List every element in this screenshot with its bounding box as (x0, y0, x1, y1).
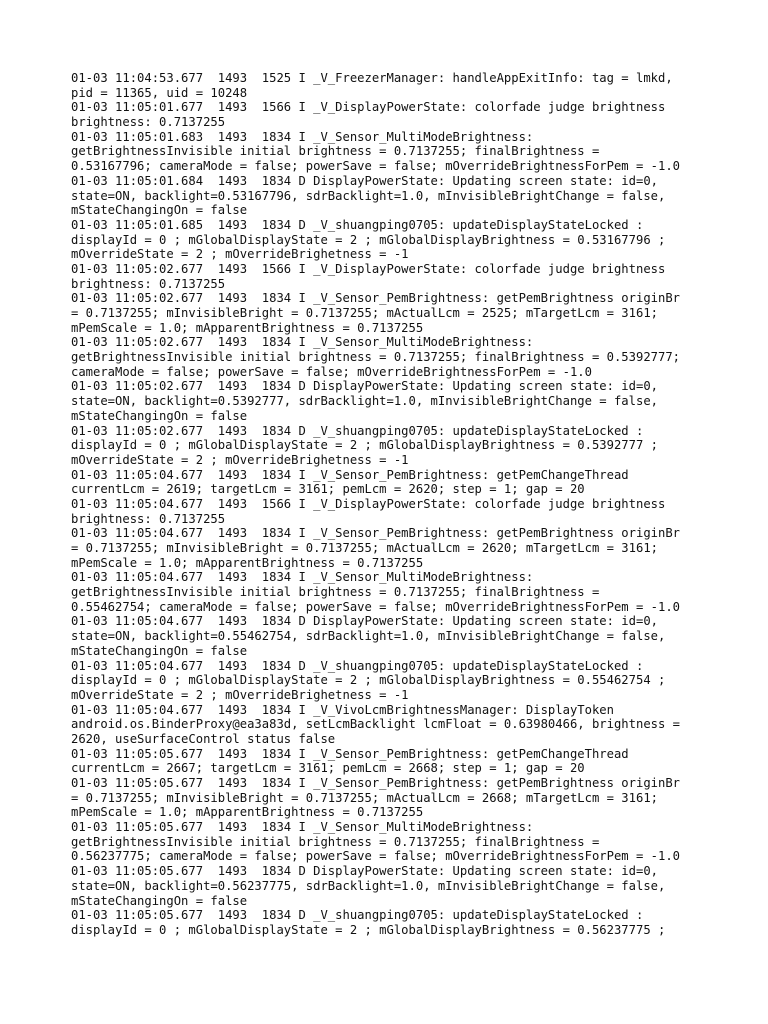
log-line: 01-03 11:05:02.677 1493 1834 D DisplayPowerState: Updating screen state: id=0, (71, 379, 658, 394)
log-line: 01-03 11:05:05.677 1493 1834 I _V_Sensor_PemBrightness: getPemBrightness originBr (71, 776, 681, 790)
log-line: 0.53167796; cameraMode = false; powerSave = false; mOverrideBrightnessForPem = -1.0 (71, 159, 681, 174)
log-line: 01-03 11:05:04.677 1493 1834 I _V_VivoLcmBrightnessManager: DisplayToken (71, 702, 614, 717)
log-line: displayId = 0 ; mGlobalDisplayState = 2 ; mGlobalDisplayBrightness = 0.55462754 ; (71, 673, 666, 688)
log-text-block (71, 71, 711, 938)
log-line: 01-03 11:05:01.685 1493 1834 D _V_shuangping0705: updateDisplayStateLocked : (71, 217, 644, 232)
log-line: 0.55462754; cameraMode = false; powerSave = false; mOverrideBrightnessForPem = -1.0 (71, 599, 681, 614)
log-line: 01-03 11:05:05.677 1493 1834 D DisplayPowerState: Updating screen state: id=0, (71, 864, 658, 879)
log-line: 01-03 11:05:04.677 1493 1834 I _V_Sensor_PemBrightness: getPemChangeThread (71, 467, 629, 482)
log-line: 01-03 11:05:04.677 1493 1566 I _V_DisplayPowerState: colorfade judge brightness (71, 496, 666, 511)
log-line: 01-03 11:05:04.677 1493 1834 I _V_Sensor_MultiModeBrightness: (71, 570, 534, 585)
log-line: state=ON, backlight=0.5392777, sdrBacklight=1.0, mInvisibleBrightChange = false, (71, 394, 658, 409)
log-line: getBrightnessInvisible initial brightness = 0.7137255; finalBrightness = 0.5392777; (71, 350, 681, 365)
log-line: 01-03 11:04:53.677 1493 1525 I _V_FreezerManager: handleAppExitInfo: tag = lmkd, (71, 71, 673, 85)
log-line: 01-03 11:05:01.683 1493 1834 I _V_Sensor_MultiModeBrightness: (71, 129, 534, 144)
log-line: mStateChangingOn = false (71, 643, 248, 658)
log-line: 01-03 11:05:02.677 1493 1834 I _V_Sensor_MultiModeBrightness: (71, 335, 534, 350)
log-line: mOverrideState = 2 ; mOverrideBrighetness = -1 (71, 452, 409, 467)
log-line: getBrightnessInvisible initial brightness = 0.7137255; finalBrightness = (71, 144, 600, 159)
log-line: = 0.7137255; mInvisibleBright = 0.7137255; mActualLcm = 2620; mTargetLcm = 3161; (71, 541, 658, 555)
log-line: mStateChangingOn = false (71, 408, 248, 423)
log-line: displayId = 0 ; mGlobalDisplayState = 2 ; mGlobalDisplayBrightness = 0.53167796 ; (71, 232, 666, 247)
log-line: brightness: 0.7137255 (71, 115, 226, 130)
log-line: cameraMode = false; powerSave = false; mOverrideBrightnessForPem = -1.0 (71, 364, 592, 379)
log-line: = 0.7137255; mInvisibleBright = 0.7137255; mActualLcm = 2525; mTargetLcm = 3161; (71, 306, 658, 320)
log-line: 01-03 11:05:02.677 1493 1566 I _V_DisplayPowerState: colorfade judge brightness (71, 261, 666, 276)
log-line: 2620, useSurfaceControl status false (71, 731, 336, 746)
log-line: mPemScale = 1.0; mApparentBrightness = 0.7137255 (71, 555, 424, 570)
log-line: 01-03 11:05:05.677 1493 1834 D _V_shuangping0705: updateDisplayStateLocked : (71, 908, 644, 923)
log-line: brightness: 0.7137255 (71, 511, 226, 526)
log-line: 01-03 11:05:01.684 1493 1834 D DisplayPowerState: Updating screen state: id=0, (71, 173, 658, 188)
log-line: mPemScale = 1.0; mApparentBrightness = 0.7137255 (71, 805, 424, 820)
log-line: 01-03 11:05:02.677 1493 1834 I _V_Sensor_PemBrightness: getPemBrightness originBr (71, 291, 681, 306)
log-line: pid = 11365, uid = 10248 (71, 85, 248, 100)
log-line: = 0.7137255; mInvisibleBright = 0.7137255; mActualLcm = 2668; mTargetLcm = 3161; (71, 790, 658, 805)
log-line: 01-03 11:05:01.677 1493 1566 I _V_DisplayPowerState: colorfade judge brightness (71, 100, 666, 115)
log-line: currentLcm = 2667; targetLcm = 3161; pemLcm = 2668; step = 1; gap = 20 (71, 761, 585, 776)
log-line: mOverrideState = 2 ; mOverrideBrighetness = -1 (71, 247, 409, 262)
log-line: getBrightnessInvisible initial brightness = 0.7137255; finalBrightness = (71, 834, 600, 849)
log-line: currentLcm = 2619; targetLcm = 3161; pemLcm = 2620; step = 1; gap = 20 (71, 482, 585, 497)
log-line: 01-03 11:05:04.677 1493 1834 I _V_Sensor_PemBrightness: getPemBrightness originBr (71, 526, 681, 541)
log-line: brightness: 0.7137255 (71, 276, 226, 291)
log-line: 01-03 11:05:04.677 1493 1834 D _V_shuangping0705: updateDisplayStateLocked : (71, 658, 644, 673)
log-line: state=ON, backlight=0.55462754, sdrBacklight=1.0, mInvisibleBrightChange = false, (71, 629, 666, 644)
log-line: state=ON, backlight=0.56237775, sdrBacklight=1.0, mInvisibleBrightChange = false, (71, 878, 666, 893)
log-line: 01-03 11:05:05.677 1493 1834 I _V_Sensor_MultiModeBrightness: (71, 820, 534, 835)
log-line: displayId = 0 ; mGlobalDisplayState = 2 ; mGlobalDisplayBrightness = 0.5392777 ; (71, 438, 658, 453)
log-line: mStateChangingOn = false (71, 203, 248, 218)
log-line: 01-03 11:05:05.677 1493 1834 I _V_Sensor_PemBrightness: getPemChangeThread (71, 746, 629, 761)
log-line: getBrightnessInvisible initial brightness = 0.7137255; finalBrightness = (71, 585, 600, 600)
log-line: displayId = 0 ; mGlobalDisplayState = 2 ; mGlobalDisplayBrightness = 0.56237775 ; (71, 922, 666, 937)
log-line: android.os.BinderProxy@ea3a83d, setLcmBacklight lcmFloat = 0.63980466, brightness = (71, 717, 681, 732)
log-line: 01-03 11:05:02.677 1493 1834 D _V_shuangping0705: updateDisplayStateLocked : (71, 423, 644, 438)
log-line: 01-03 11:05:04.677 1493 1834 D DisplayPowerState: Updating screen state: id=0, (71, 614, 658, 629)
log-line: mOverrideState = 2 ; mOverrideBrighetness = -1 (71, 687, 409, 702)
log-line: 0.56237775; cameraMode = false; powerSave = false; mOverrideBrightnessForPem = -1.0 (71, 849, 681, 864)
log-line: mStateChangingOn = false (71, 893, 248, 908)
log-line: state=ON, backlight=0.53167796, sdrBacklight=1.0, mInvisibleBrightChange = false, (71, 188, 666, 203)
log-line: mPemScale = 1.0; mApparentBrightness = 0.7137255 (71, 320, 424, 335)
